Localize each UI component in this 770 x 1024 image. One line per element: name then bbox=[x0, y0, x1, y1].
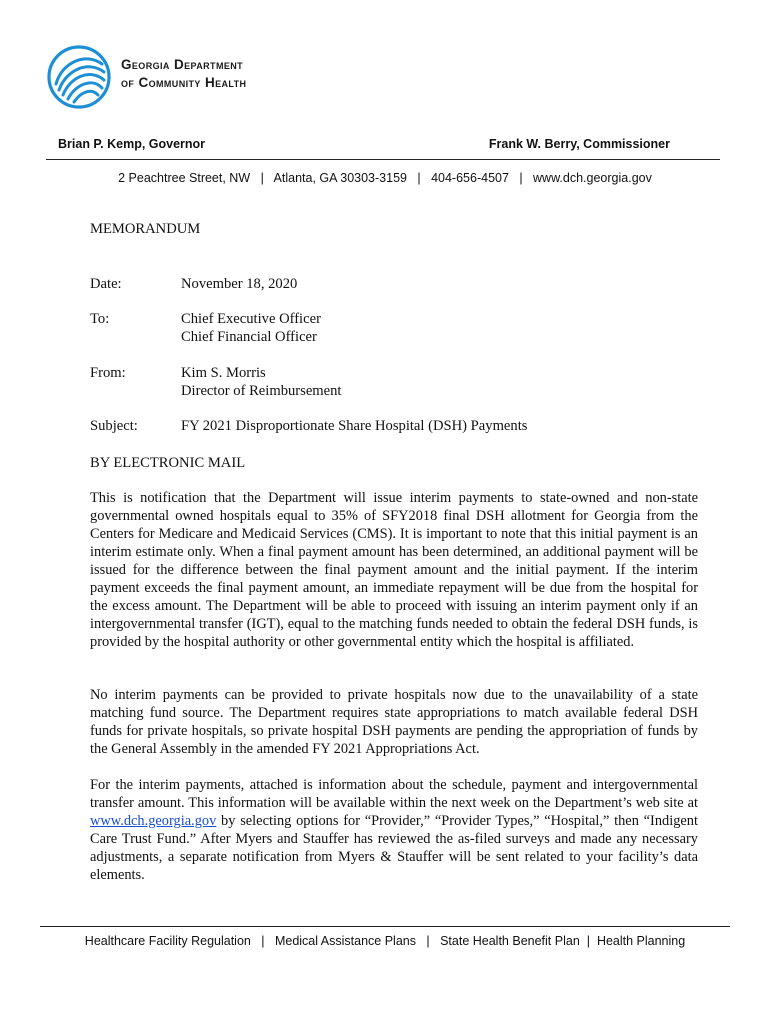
dch-website-link[interactable]: www.dch.georgia.gov bbox=[90, 813, 217, 829]
to-recipient: Chief Executive Officer bbox=[181, 311, 321, 327]
letterhead-logo bbox=[46, 44, 306, 108]
subject-value: FY 2021 Disproportionate Share Hospital (DSH) Payments bbox=[181, 418, 528, 434]
org-name-line2: of Community Health bbox=[121, 75, 247, 90]
address-website[interactable]: www.dch.georgia.gov bbox=[533, 171, 652, 185]
footer-divider bbox=[40, 926, 730, 927]
subject-label: Subject: bbox=[90, 418, 138, 434]
date-label: Date: bbox=[90, 276, 122, 292]
from-name: Kim S. Morris bbox=[181, 365, 266, 381]
to-values bbox=[181, 311, 321, 346]
footer-item: Health Planning bbox=[596, 934, 686, 948]
address-separator: | bbox=[417, 171, 421, 185]
delivery-method: BY ELECTRONIC MAIL bbox=[90, 455, 246, 471]
dch-logo-icon bbox=[46, 44, 112, 110]
footer-separator: | bbox=[426, 934, 430, 948]
to-label: To: bbox=[90, 311, 110, 327]
to-recipient: Chief Financial Officer bbox=[181, 328, 317, 345]
para3-text-after: by selecting options for “Provider,” “Provider Types,” “Hospital,” then “Indigent Care Trust Fund.” After Myers and Stauffer has reviewed the as-filed surveys and made any necessary adjustments, a separate notification from Myers & Stauffer will be sent related to your facility’s data elements. bbox=[90, 813, 698, 883]
memo-title: MEMORANDUM bbox=[90, 221, 201, 237]
footer-divisions bbox=[0, 934, 770, 948]
footer-item: State Health Benefit Plan bbox=[440, 934, 580, 948]
footer-separator: | bbox=[586, 934, 590, 948]
from-label: From: bbox=[90, 365, 126, 381]
address-separator: | bbox=[260, 171, 264, 185]
governor-name: Brian P. Kemp, Governor bbox=[58, 137, 206, 151]
address-street: 2 Peachtree Street, NW bbox=[118, 171, 251, 185]
org-name-line1: Georgia Department bbox=[121, 57, 244, 72]
from-values bbox=[181, 365, 341, 400]
para3-text-before: For the interim payments, attached is information about the schedule, payment and intergovernmental transfer amount. This information will be available within the next week on the Department’s web site at bbox=[90, 777, 698, 811]
footer-item: Medical Assistance Plans bbox=[274, 934, 416, 948]
from-title: Director of Reimbursement bbox=[181, 382, 342, 399]
address-separator: | bbox=[519, 171, 523, 185]
address-city: Atlanta, GA 30303-3159 bbox=[273, 171, 407, 185]
address-phone: 404-656-4507 bbox=[431, 171, 509, 185]
header-divider bbox=[46, 159, 720, 160]
footer-separator: | bbox=[261, 934, 265, 948]
footer-item: Healthcare Facility Regulation bbox=[84, 934, 251, 948]
commissioner-name: Frank W. Berry, Commissioner bbox=[488, 137, 670, 151]
body-paragraph-2: No interim payments can be provided to private hospitals now due to the unavailability of a state matching fund source. The Department requires state appropriations to match available federal DSH funds for private hospitals, so private hospital DSH payments are pending the appropriation of funds by the General Assembly in the amended FY 2021 Appropriations Act. bbox=[90, 687, 698, 757]
body-paragraph-3 bbox=[90, 776, 698, 884]
address-line bbox=[0, 171, 770, 185]
body-paragraph-1: This is notification that the Department will issue interim payments to state-owned and non-state governmental owned hospitals equal to 35% of SFY2018 final DSH allotment for Georgia from the Centers for Medicare and Medicaid Services (CMS). It is important to note that this initial payment is an interim estimate only. When a final payment amount has been determined, an additional payment will be issued for the difference between the final payment amount and the initial payment. If the interim payment exceeds the final payment amount, an immediate repayment will be due from the hospital for the excess amount. The Department will be able to proceed with issuing an interim payment only if an intergovernmental transfer (IGT), equal to the matching funds needed to obtain the federal DSH funds, is provided by the hospital authority or other governmental entity which the hospital is affiliated. bbox=[90, 490, 698, 650]
date-value: November 18, 2020 bbox=[181, 276, 298, 292]
